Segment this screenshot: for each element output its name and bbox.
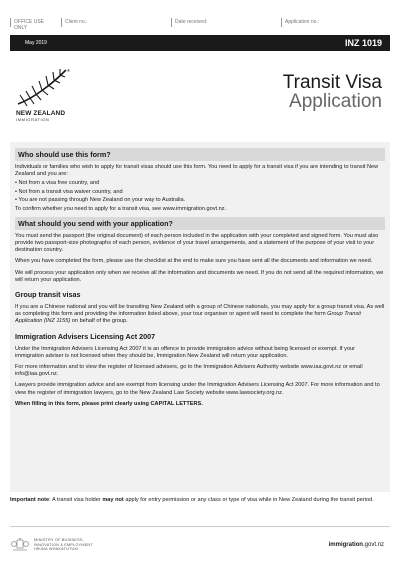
mbie-line3: HĪKINA WHAKATUTUKI [34, 547, 79, 552]
form-title [283, 73, 382, 112]
mbie-text [34, 538, 93, 552]
note-label: Important note [10, 497, 50, 503]
who-heading: Who should use this form? [15, 148, 385, 161]
advisers-heading: Immigration Advisers Licensing Act 2007 [15, 331, 156, 341]
svg-text:®: ® [67, 68, 70, 73]
note-text-a: : A transit visa holder [49, 497, 103, 503]
website-url [329, 537, 390, 548]
title-line1: Transit Visa [282, 72, 382, 93]
advisers-paragraph-2: For more information and to view the register of licensed advisers, go to the Immigration Advisers Authority website www.iaa.govt.nz or email info@iaa.govt.nz. [15, 364, 363, 378]
group-form-name: Group Transit Application (INZ 1155) [15, 311, 361, 325]
group-paragraph [15, 304, 385, 326]
top-bar [10, 35, 390, 51]
list-item: • Not from a visa free country, and [15, 179, 385, 187]
group-heading: Group transit visas [15, 290, 81, 300]
footer [10, 526, 390, 566]
send-paragraph-2: When you have completed the form, please use the checklist at the end to make sure you have sent all the documents and information we need. [15, 258, 373, 265]
who-intro: Individuals or families who wish to apply for transit visas should use this form. You need to apply for a transit visa if you are intending to transit New Zealand and you are: [15, 164, 379, 178]
note-emphasis: may not [102, 497, 124, 503]
date-received-field: Date received: [172, 18, 282, 27]
office-use-label: OFFICE USE ONLY [10, 18, 62, 27]
group-text-b: on behalf of the group. [70, 318, 128, 325]
form-code: INZ 1019 [344, 38, 382, 48]
info-panel [10, 142, 390, 492]
silver-fern-icon [16, 66, 76, 108]
mbie-line1: MINISTRY OF BUSINESS, [34, 538, 84, 543]
coat-of-arms-icon [10, 537, 30, 553]
nz-immigration-logo [16, 66, 86, 122]
who-bullet-list [15, 179, 385, 204]
group-text-a: If you are a Chinese national and you will be transiting New Zealand with a group of Chinese nationals, you may apply for a group transit visa. As well as completing this form and providing the information listed above, your tour organiser or agent will need to complete the form [15, 304, 385, 318]
logo-line1: NEW ZEALAND [16, 110, 66, 117]
advisers-paragraph-1: Under the Immigration Advisers Licensing Act 2007 it is an offence to provide immigration advice without being licensed or exempt. If your immigration adviser is not licensed when they should be, Immigration New Zealand will return your application. [15, 345, 356, 359]
site-bold: immigration [328, 542, 363, 548]
who-confirm: To confirm whether you need to apply for a transit visa, see www.immigration.govt.nz. [15, 205, 227, 212]
office-use-bar [10, 18, 390, 31]
list-item: • You are not passing through New Zealand on your way to Australia. [15, 196, 385, 204]
header [10, 51, 390, 141]
list-item: • Not from a transit visa waiver country, and [15, 188, 385, 196]
advisers-paragraph-3: Lawyers provide immigration advice and are exempt from licensing under the Immigration Advisers Licensing Act 2007. For more information and to view the register of immigration lawyers, go to the New Zealand Law Society website www.lawsociety.org.nz. [15, 382, 380, 396]
client-no-field: Client no.: [62, 18, 172, 27]
logo-line2: IMMIGRATION [16, 117, 50, 122]
note-text-b: apply for entry permission or any class or type of visa while in New Zealand during the transit period. [123, 497, 374, 503]
capital-letters-instruction: When filling in this form, please print clearly using CAPITAL LETTERS. [15, 400, 203, 407]
mbie-logo [10, 537, 93, 553]
title-line2: Application [289, 91, 382, 112]
application-no-field: Application no.: [285, 19, 320, 25]
important-note [10, 497, 390, 504]
mbie-line2: INNOVATION & EMPLOYMENT [34, 542, 93, 547]
send-paragraph-1: You must send the passport (the original document) of each person included in the application with your completed and signed form. You must also provide two passport-size photographs of each person, evidence of your travel arrangements, and a statement of the purpose of your visit to your destination country. [15, 232, 379, 254]
site-rest: .govt.nz [362, 542, 384, 548]
form-date: May 2019 [25, 40, 47, 46]
send-heading: What should you send with your application? [15, 217, 385, 230]
send-paragraph-3: We will process your application only when we receive all the information and documents we need. If you do not send all the required information, we will return your application. [15, 269, 384, 283]
